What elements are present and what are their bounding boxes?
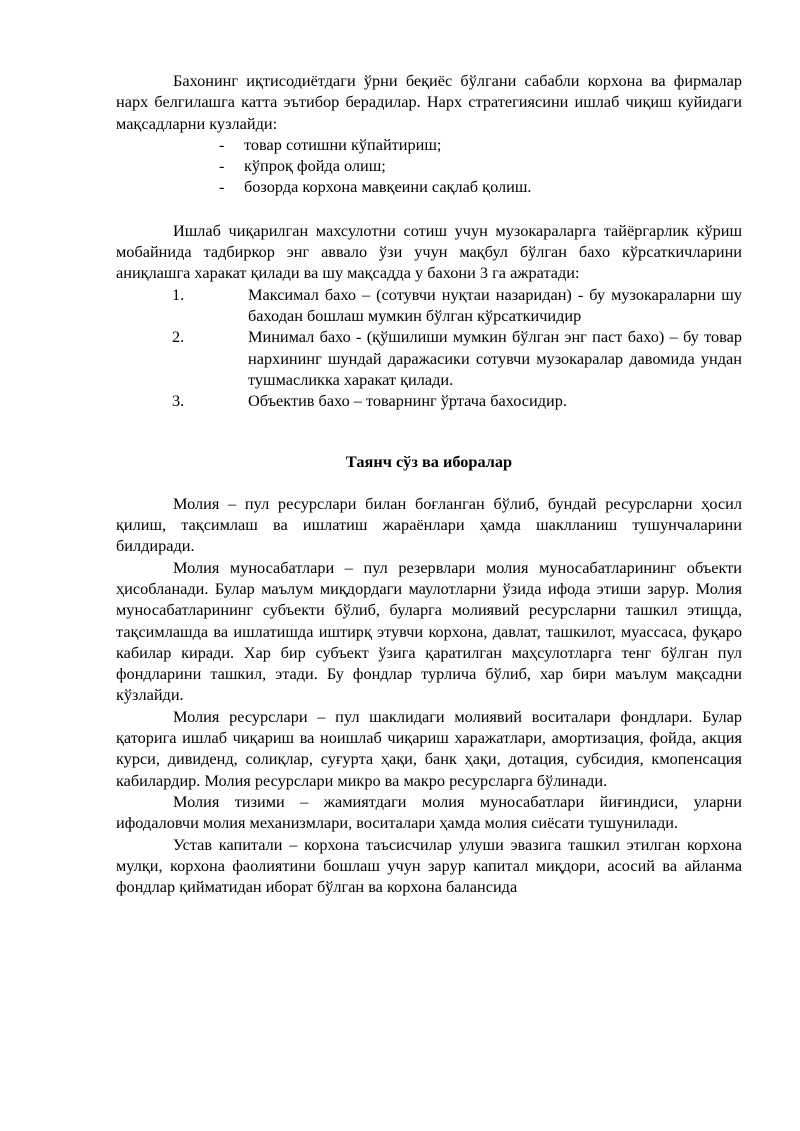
list-item: 2. Минимал бахо - (қўшилиши мумкин бўлган энг паст бахо) – бу товар нархининг шундай даражасики сотувчи музокаралар давомида ундан тушмасликка харакат қилади. (172, 327, 742, 389)
dash-marker: - (219, 156, 225, 176)
list-item: - товар сотишни кўпайтириш; (219, 134, 442, 154)
glossary-paragraph: Молия – пул ресурслари билан боғланган бўлиб, бундай ресурсларни ҳосил қилиш, тақсимлаш ва ишлатиш жараёнлари ҳамда шаклланиш тушунчаларини билдиради. (116, 493, 742, 556)
dash-marker: - (219, 177, 225, 197)
document-page (116, 70, 742, 897)
dash-marker: - (219, 134, 225, 154)
price-types-list (116, 284, 742, 412)
list-item: - кўпроқ фойда олиш; (219, 156, 386, 176)
list-item: - бозорда корхона мавқеини сақлаб қолиш. (219, 177, 532, 197)
goals-list (116, 134, 742, 198)
list-item: 1. Максимал бахо – (сотувчи нуқтаи назаридан) - бу музокараларни шу баходан бошлаш мумкин бўлган кўрсаткичидир (172, 284, 742, 325)
list-item: 3. Объектив бахо – товарнинг ўртача бахосидир. (172, 391, 567, 411)
glossary-paragraph: Молия тизими – жамиятдаги молия муносабатлари йиғиндиси, уларни ифодаловчи молия механизмлари, воситалари ҳамда молия сиёсати тушунилади. (116, 791, 742, 833)
glossary-paragraph: Молия ресурслари – пул шаклидаги молиявий воситалари фондлари. Булар қаторига ишлаб чиқариш ва ноишлаб чиқариш харажатлари, амортизация, фойда, акция курси, дивиденд, солиқлар, суғурта ҳақи, банк ҳақи, дотация, субсидия, кмопенсация кабилардир. Молия ресурслари микро ва макро ресурсларга бўлинади. (116, 706, 742, 790)
pricing-paragraph: Ишлаб чиқарилган махсулотни сотиш учун музокараларга тайёргарлик кўриш мобайнида тадбиркор энг аввало ўзи учун мақбул бўлган бахо кўрсаткичларини аниқлашга харакат қилади ва шу мақсадда у бахони 3 га ажратади: (116, 220, 742, 283)
section-heading: Таянч сўз ва иборалар (345, 452, 513, 472)
glossary-paragraph: Устав капитали – корхона таъсисчилар улуши эвазига ташкил этилган корхона мулқи, корхона фаолиятини бошлаш учун зарур капитал миқдори, асосий ва айланма фондлар қийматидан иборат бўлган ва корхона балансида (116, 834, 742, 897)
intro-paragraph: Бахонинг иқтисодиётдаги ўрни беқиёс бўлгани сабабли корхона ва фирмалар нарх белгилашга катта эътибор берадилар. Нарх стратегиясини ишлаб чиқиш куйидаги мақсадларни кузлайди: (116, 71, 742, 133)
glossary-paragraph: Молия муносабатлари – пул резервлари молия муносабатларининг объекти ҳисобланади. Булар маълум миқдордаги маулотларни ўзида ифода этиши зарур. Молия муносабатларининг субъекти бўлиб, буларга молиявий ресурсларни ташкил этищда, тақсимлашда ва ишлатишда иштирқ этувчи корхона, давлат, ташкилот, муассаса, фуқаро кабилар киради. Хар бир субъект ўзига қаратилган маҳсулотларга тенг бўлган пул фондларини ташкил, этади. Бу фондлар турлича бўлиб, хар бири маълум мақсадни кўзлайди. (116, 557, 742, 705)
